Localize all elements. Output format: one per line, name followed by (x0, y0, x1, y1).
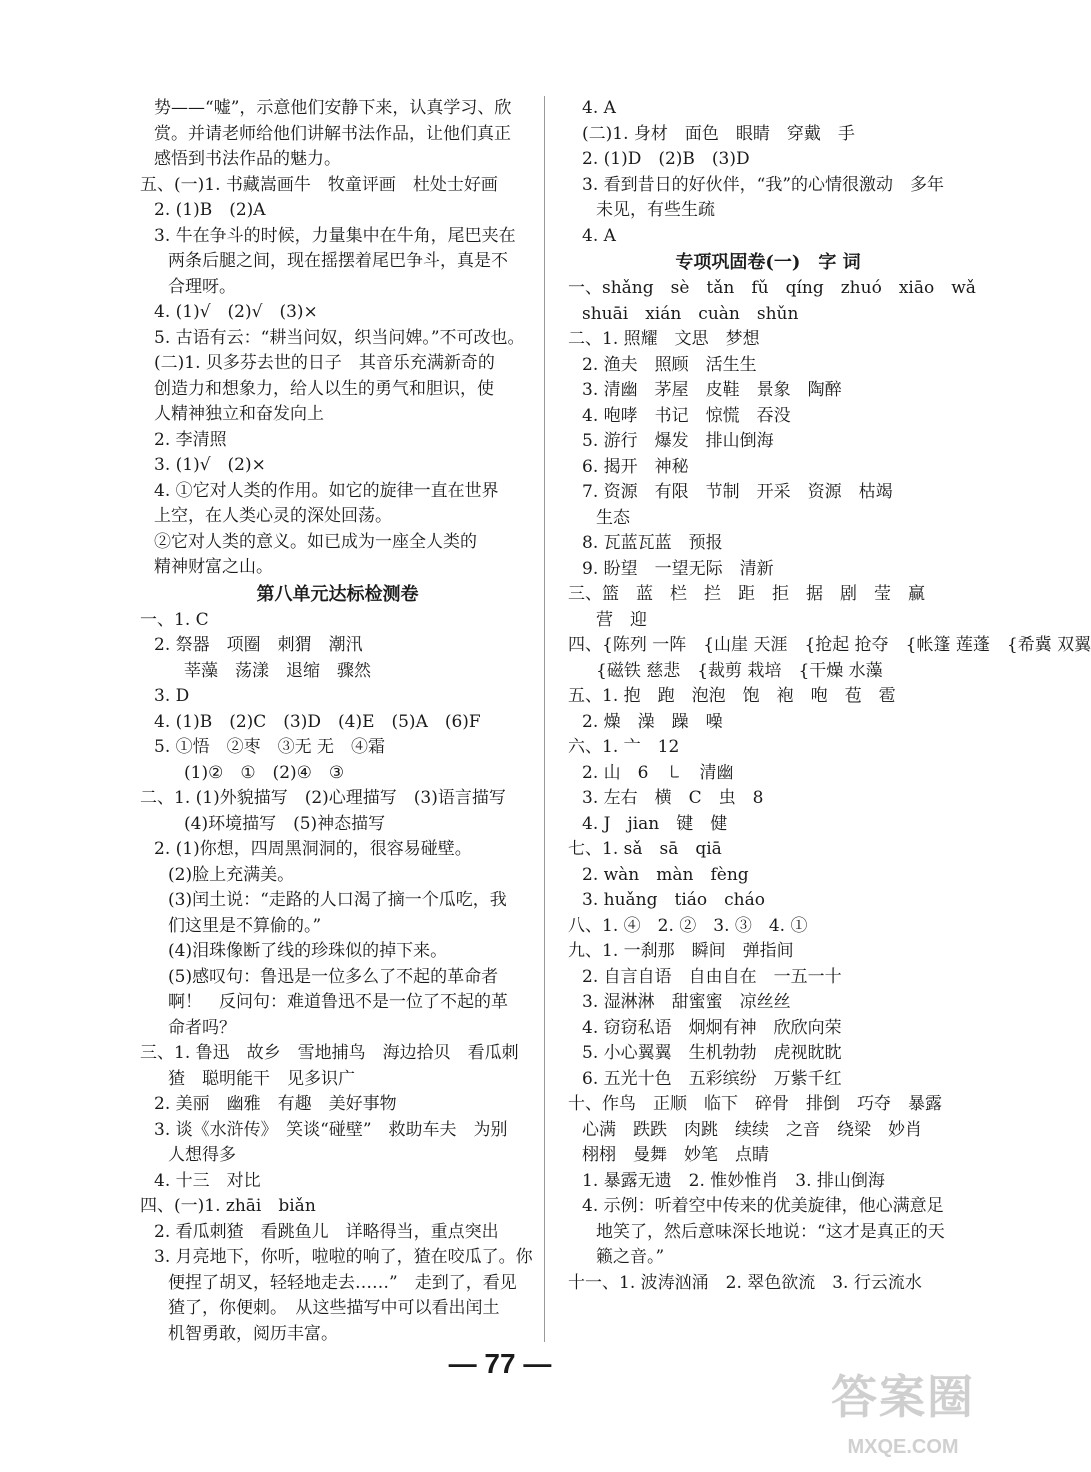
answer-line: 3. 湿淋淋 甜蜜蜜 凉丝丝 (582, 992, 791, 1012)
answer-line: 六、1. 亠 12 (568, 737, 680, 757)
answer-line: 4. A (582, 98, 616, 118)
page-number: — 77 — (448, 1348, 552, 1379)
answer-line: 4. A (582, 225, 616, 246)
answer-line: ②它对人类的意义。如已成为一座全人类的 (154, 531, 477, 552)
answer-line: 猹了，你便刺。 从这些描写中可以看出闰土 (168, 1298, 500, 1318)
answer-line: 四、{陈列 一阵 {山崖 天涯 {抢起 抢夺 {帐篷 莲蓬 {希冀 双翼 (568, 635, 1091, 655)
answer-line: 3. (1)√ (2)× (154, 455, 266, 475)
answer-line: 三、1. 鲁迅 故乡 雪地捕鸟 海边拾贝 看瓜刺 (140, 1043, 519, 1063)
answer-line: 5. 小心翼翼 生机勃勃 虎视眈眈 (582, 1043, 842, 1063)
answer-line: 2. 看瓜刺猹 看跳鱼儿 详略得当，重点突出 (154, 1221, 499, 1242)
answer-line: 籁之音。” (596, 1247, 665, 1267)
answer-line: (2)脸上充满美。 (168, 864, 295, 885)
answer-line: (5)感叹句：鲁迅是一位多么了不起的革命者 (168, 966, 499, 987)
answer-line: 们这里是不算偷的。” (168, 915, 322, 936)
answer-line: shuāi xián cuàn shǔn (582, 303, 799, 324)
answer-line: 6. 五光十色 五彩缤纷 万紫千红 (582, 1068, 842, 1089)
answer-line: 合理呀。 (168, 276, 236, 297)
answer-line: 未见，有些生疏 (596, 200, 715, 220)
answer-line: 创造力和想象力，给人以生的勇气和胆识，使 (154, 378, 494, 399)
answer-line: 4. J jian 键 健 (582, 813, 728, 834)
answer-line: 2. 渔夫 照顾 活生生 (582, 354, 757, 375)
answer-line: 2. 美丽 幽雅 有趣 美好事物 (154, 1094, 397, 1114)
answer-line: 八、1. ④ 2. ② 3. ③ 4. ① (568, 915, 808, 936)
answer-line: 5. 游行 爆发 排山倒海 (582, 431, 774, 451)
answer-line: 二、1. (1)外貌描写 (2)心理描写 (3)语言描写 (140, 788, 506, 808)
answer-line: 栩栩 曼舞 妙笔 点睛 (582, 1145, 769, 1165)
answer-line: 莘藻 荡漾 退缩 骤然 (184, 660, 371, 681)
section-heading: 第八单元达标检测卷 (256, 583, 419, 605)
answer-line: 便捏了胡叉，轻轻地走去……” 走到了，看见 (168, 1272, 517, 1293)
answer-line: 4. 示例：听着空中传来的优美旋律，他心满意足 (582, 1196, 944, 1216)
answer-line: 营 迎 (596, 609, 647, 630)
answer-line: 三、篮 蓝 栏 拦 距 拒 据 剧 莹 赢 (568, 584, 925, 604)
answer-line: 3. 清幽 茅屋 皮鞋 景象 陶醉 (582, 380, 842, 400)
answer-line: 8. 瓦蓝瓦蓝 预报 (582, 533, 723, 553)
answer-line: 九、1. 一刹那 瞬间 弹指间 (568, 941, 794, 961)
answer-line: 2. 山 6 ㇄ 清幽 (582, 762, 734, 783)
answer-line: (4)环境描写 (5)神态描写 (184, 813, 386, 834)
answer-line: 2. wàn màn fèng (582, 864, 749, 885)
answer-line: 啊！ 反问句：难道鲁迅不是一位了不起的革 (168, 992, 508, 1012)
answer-line: 1. 暴露无遗 2. 惟妙惟肖 3. 排山倒海 (582, 1170, 885, 1191)
answer-line: 机智勇敢，阅历丰富。 (168, 1323, 338, 1344)
answer-line: 4. 十三 对比 (154, 1170, 261, 1191)
answer-line: 6. 揭开 神秘 (582, 456, 689, 477)
answer-line: 感悟到书法作品的魅力。 (154, 149, 341, 169)
answer-line: 二、1. 照耀 文思 梦想 (568, 329, 760, 349)
answer-line: 赏。并请老师给他们讲解书法作品，让他们真正 (154, 123, 511, 144)
answer-line: 5. ①悟 ②枣 ③无 无 ④霜 (154, 737, 386, 757)
answer-line: 2. (1)B (2)A (154, 200, 266, 220)
section-heading: 专项巩固卷(一) 字 词 (675, 252, 861, 273)
answer-line: 一、1. C (140, 609, 209, 630)
answer-line: 4. (1)√ (2)√ (3)× (154, 302, 318, 322)
watermark-logo (828, 1360, 978, 1460)
answer-line: 人精神独立和奋发向上 (154, 404, 324, 424)
answer-line: 3. 牛在争斗的时候，力量集中在牛角，尾巴夹在 (154, 225, 516, 246)
answer-line: 地笑了，然后意味深长地说：“这才是真正的天 (596, 1221, 945, 1242)
answer-line: 2. 燥 澡 躁 噪 (582, 711, 723, 732)
answer-line: {磁铁 慈悲 {裁剪 栽培 {干燥 水藻 (596, 660, 883, 681)
answer-line: 3. 月亮地下，你听，啦啦的响了，猹在咬瓜了。你 (154, 1247, 533, 1267)
answer-line: (4)泪珠像断了线的珍珠似的掉下来。 (168, 941, 448, 961)
answer-line: 四、(一)1. zhāi biǎn (140, 1196, 316, 1216)
answer-line: 上空，在人类心灵的深处回荡。 (154, 506, 392, 526)
answer-line: 2. 祭器 项圈 刺猬 潮汛 (154, 635, 363, 655)
column-divider (544, 96, 545, 1342)
answer-line: 2. (1)D (2)B (3)D (582, 149, 750, 169)
answer-line: 3. 左右 横 C 虫 8 (582, 788, 764, 808)
answer-line: 五、(一)1. 书藏嵩画牛 牧童评画 杜处士好画 (140, 174, 498, 195)
answer-line: 4. (1)B (2)C (3)D (4)E (5)A (6)F (154, 711, 481, 732)
answer-line: 5. 古语有云：“耕当问奴，织当问婢。”不可改也。 (154, 327, 525, 348)
answer-line: 3. D (154, 686, 190, 706)
answer-line: 7. 资源 有限 节制 开采 资源 枯竭 (582, 482, 893, 502)
answer-line: 十一、1. 波涛汹涌 2. 翠色欲流 3. 行云流水 (568, 1272, 922, 1293)
answer-line: 2. (1)你想，四周黑洞洞的，很容易碰壁。 (154, 839, 472, 859)
answer-line: 精神财富之山。 (154, 557, 273, 577)
answer-line: 十、作鸟 正顺 临下 碎骨 排倒 巧夺 暴露 (568, 1094, 942, 1114)
answer-line: 3. huǎng tiáo cháo (582, 890, 765, 910)
answer-line: 生态 (596, 507, 630, 528)
right-column (568, 96, 1091, 1296)
answer-line: 3. 谈《水浒传》 笑谈“碰壁” 救助车夫 为别 (154, 1119, 508, 1140)
answer-line: 2. 自言自语 自由自在 一五一十 (582, 966, 842, 987)
answer-line: 4. 咆哮 书记 惊慌 吞没 (582, 405, 791, 426)
answer-line: (二)1. 贝多芬去世的日子 其音乐充满新奇的 (154, 353, 495, 373)
answer-line: 五、1. 抱 跑 泡泡 饱 袍 咆 苞 雹 (568, 686, 896, 706)
answer-line: 一、shǎng sè tǎn fǔ qíng zhuó xiāo wǎ (568, 278, 976, 298)
answer-line: 9. 盼望 一望无际 清新 (582, 558, 774, 579)
answer-line: 猹 聪明能干 见多识广 (168, 1068, 355, 1089)
watermark-stamp: 答案圈 (831, 1370, 975, 1424)
left-column (140, 96, 535, 1347)
answer-line: 2. 李清照 (154, 429, 227, 450)
answer-line: 4. 窃窃私语 炯炯有神 欣欣向荣 (582, 1017, 842, 1038)
answer-line: 4. ①它对人类的作用。如它的旋律一直在世界 (154, 480, 499, 501)
answer-line: 3. 看到昔日的好伙伴，“我”的心情很激动 多年 (582, 174, 945, 195)
answer-line: 命者吗？ (168, 1017, 236, 1038)
answer-line: (二)1. 身材 面色 眼睛 穿戴 手 (582, 123, 855, 144)
answer-line: 七、1. sǎ sā qiā (568, 839, 722, 859)
answer-line: 人想得多 (168, 1145, 236, 1165)
answer-line: (3)闰土说：“走路的人口渴了摘一个瓜吃，我 (168, 890, 507, 910)
watermark-url: MXQE.COM (847, 1436, 959, 1458)
answer-line: (1)② ① (2)④ ③ (184, 762, 345, 783)
answer-line: 势——“嘘”，示意他们安静下来，认真学习、欣 (154, 98, 512, 118)
answer-line: 两条后腿之间，现在摇摆着尾巴争斗，真是不 (168, 251, 508, 271)
answer-line: 心满 跌跌 肉跳 续续 之音 绕梁 妙肖 (582, 1119, 922, 1140)
